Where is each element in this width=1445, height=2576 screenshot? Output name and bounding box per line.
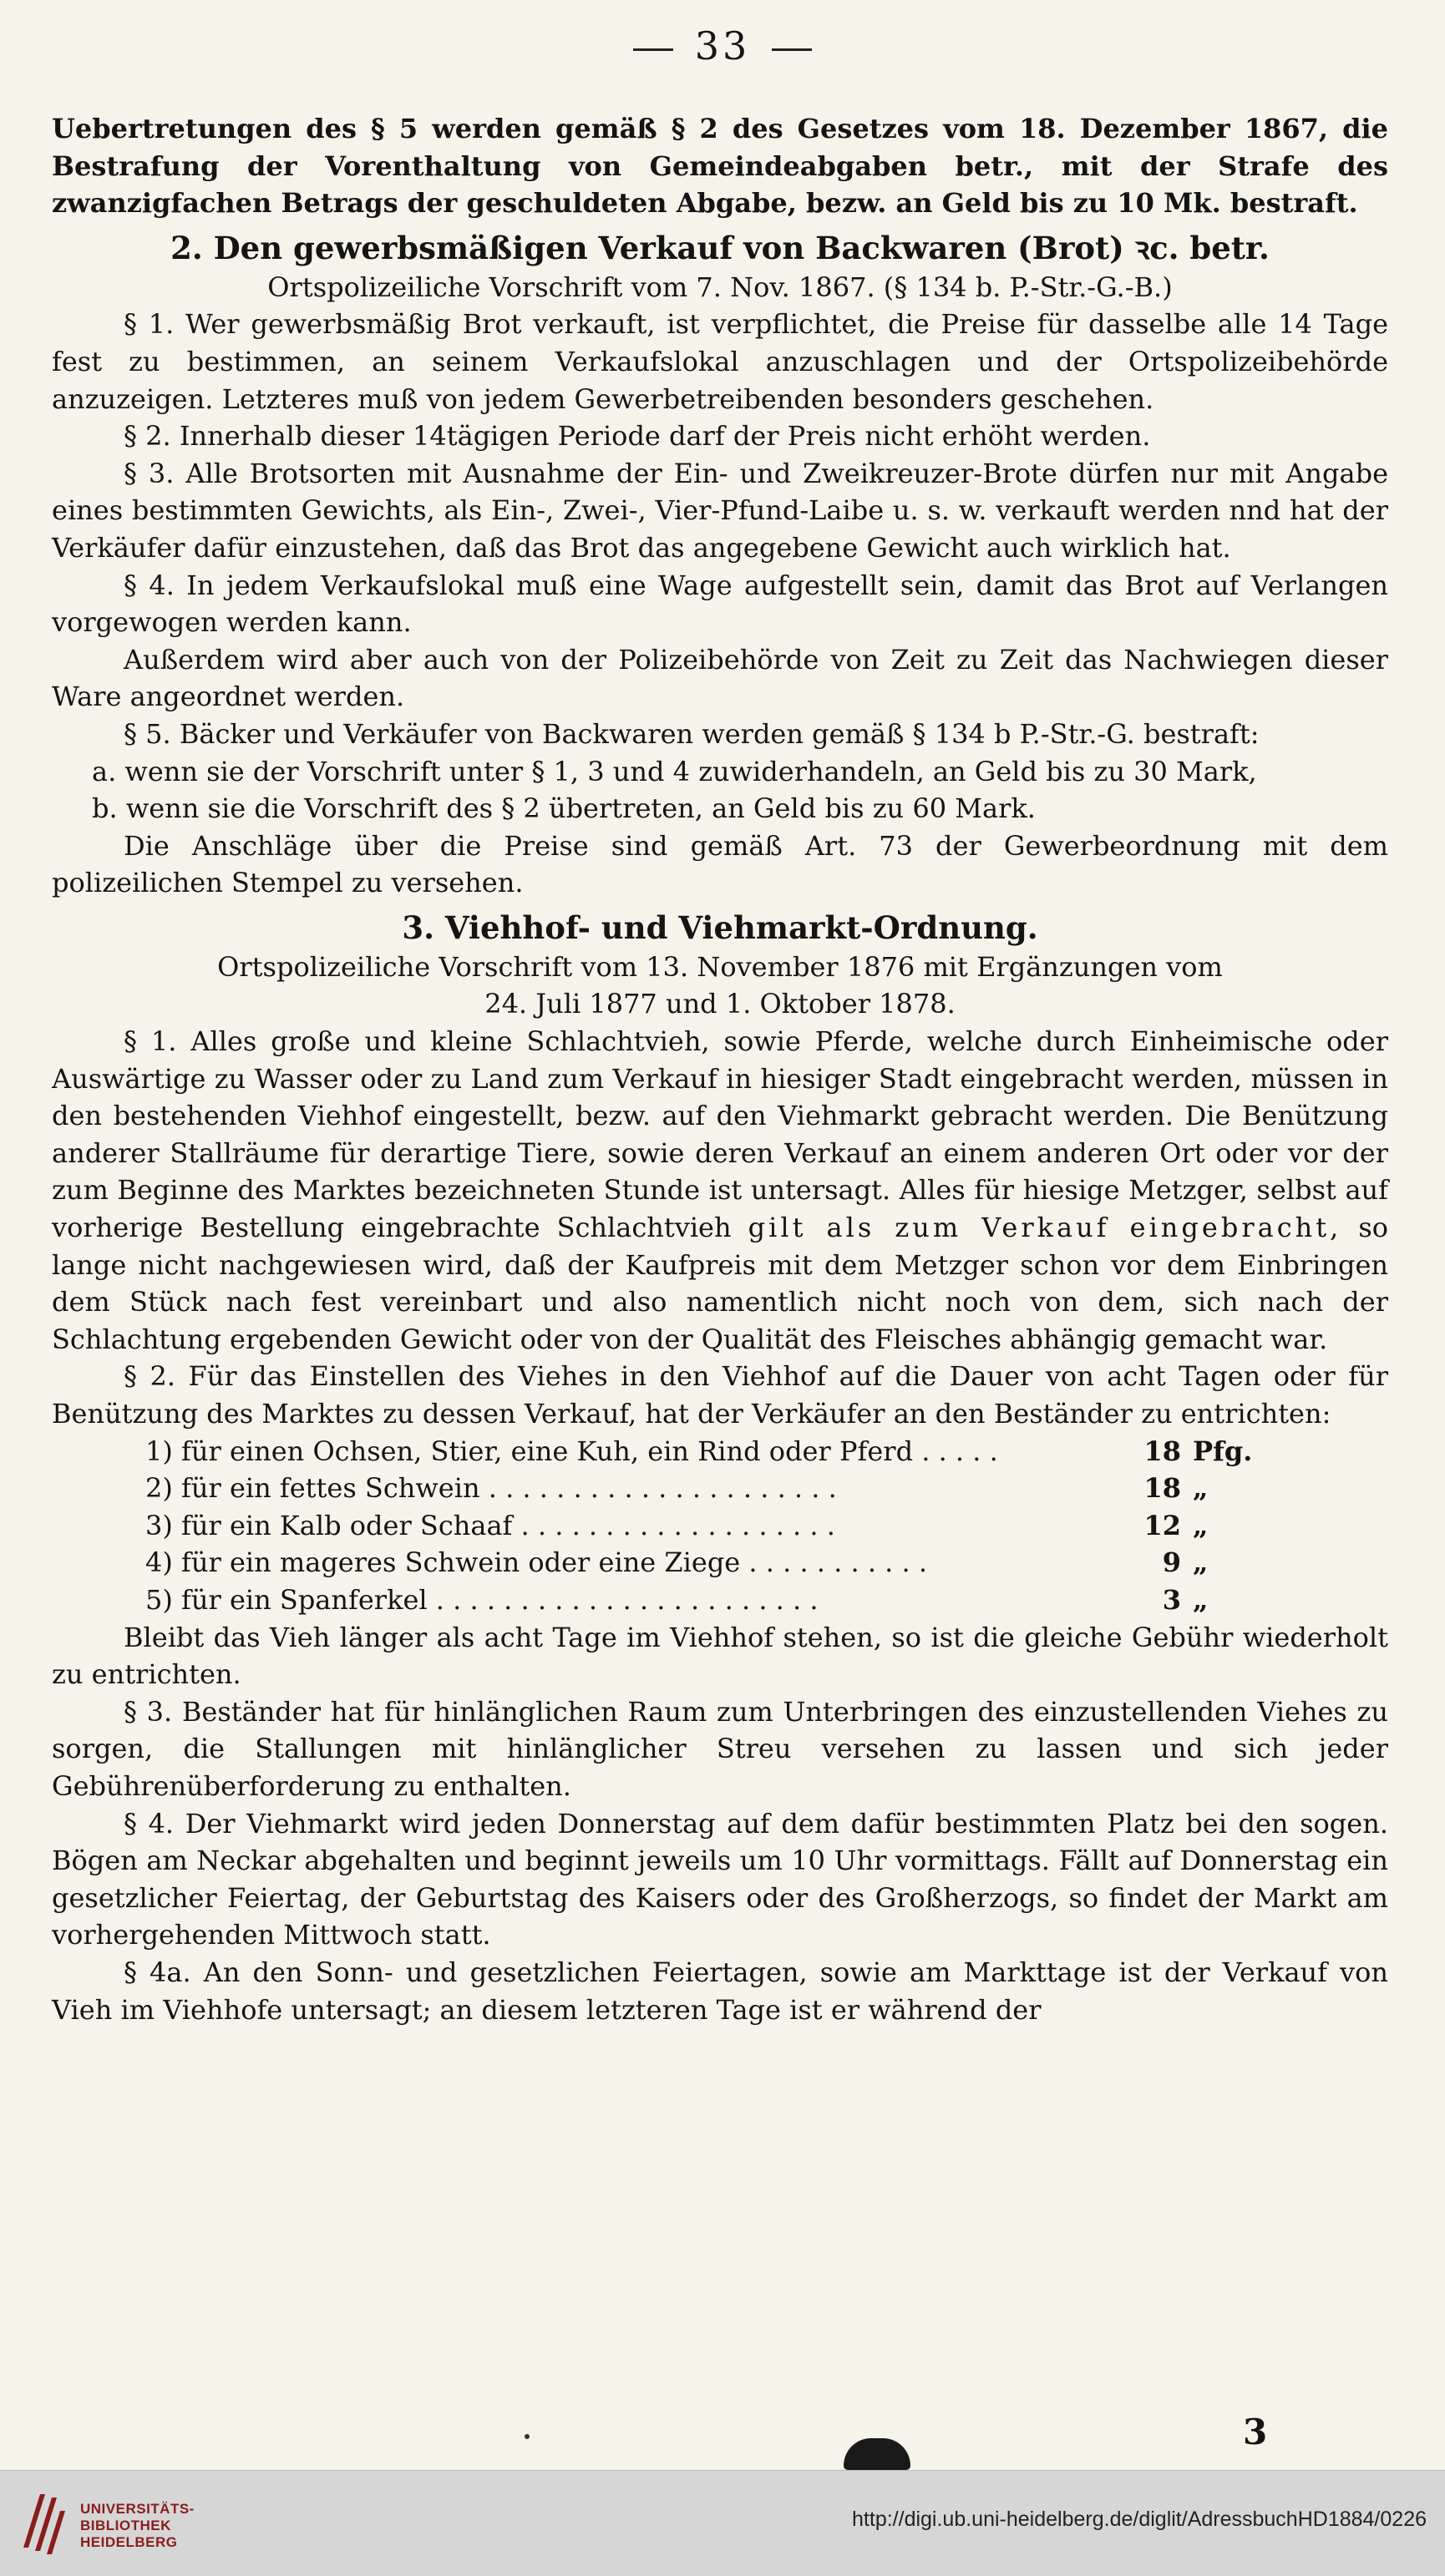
intro-paragraph: Uebertretungen des § 5 werden gemäß § 2 des Gesetzes vom 18. Dezember 1867, die Bestrafung der Vorenthaltung von Gemeindeabgaben betr., mit der Strafe des zwanzigfachen Betrags der geschuldeten Abgabe, bezw. an Geld bis zu 10 Mk. bestraft. — [52, 113, 1388, 220]
section-3-subheading-1: Ortspolizeiliche Vorschrift vom 13. November 1876 mit Ergänzungen vom — [217, 950, 1223, 983]
section-3-para-2: § 2. Für das Einstellen des Viehes in den Viehhof auf die Dauer von acht Tagen oder für Benützung des Marktes zu dessen Verkauf, hat der Verkäufer an den Beständer zu entrichten: — [52, 1360, 1388, 1430]
section-3-heading: 3. Viehhof- und Viehmarkt-Ordnung. — [402, 908, 1038, 946]
viewer-footer-bar — [0, 2470, 1445, 2576]
section-2-item-b: b. wenn sie die Vorschrift des § 2 übertreten, an Geld bis zu 60 Mark. — [92, 792, 1036, 825]
university-library-logo-icon[interactable] — [15, 2489, 67, 2556]
section-2-para-1: § 1. Wer gewerbsmäßig Brot verkauft, ist verpflichtet, die Preise für dasselbe alle 14 Tage fest zu bestimmen, an seinem Verkaufslokal anzuschlagen und der Ortspolizeibehörde anzuzeigen. Letzteres muß von jedem Gewerbetreibenden besonders geschehen. — [52, 308, 1388, 415]
page-text — [52, 110, 1388, 2028]
fee-row: 3) für ein Kalb oder Schaaf . . . . . . . . . . . . . . . . . . . 12 „ — [145, 1509, 1209, 1541]
ink-speck — [525, 2434, 530, 2439]
section-2-heading: 2. Den gewerbsmäßigen Verkauf von Backwaren (Brot) ꝛc. betr. — [170, 229, 1270, 266]
section-2-para-5: § 5. Bäcker und Verkäufer von Backwaren werden gemäß § 134 b P.-Str.-G. bestraft: — [124, 717, 1260, 750]
section-2-item-a: a. wenn sie der Vorschrift unter § 1, 3 und 4 zuwiderhandeln, an Geld bis zu 30 Mark, — [92, 755, 1257, 787]
section-3-para-1: § 1. Alles große und kleine Schlachtvieh, sowie Pferde, welche durch Einheimische oder Auswärtige zu Wasser oder zu Land zum Verkauf in hiesiger Stadt eingebracht werden, müssen in den bestehenden Viehhof eingestellt, bezw. auf den Viehmarkt gebracht werden. Die Benützung anderer Stallräume für derartige Tiere, sowie deren Verkauf an einem anderen Ort oder vor der zum Beginne des Marktes bezeichneten Stunde ist untersagt. Alles für hiesige Metzger, selbst auf vorherige Bestellung eingebrachte Schlachtvieh gilt als zum Verkauf eingebracht, so lange nicht nachgewiesen wird, daß der Kaufpreis mit dem Metzger schon vor dem Einbringen dem Stück nach fest vereinbart und also namentlich nicht noch von dem, sich nach der Schlachtung ergebenden Gewicht oder von der Qualität des Fleisches abhängig gemacht war. — [52, 1025, 1389, 1355]
permalink-url[interactable]: http://digi.ub.uni-heidelberg.de/diglit/AdressbuchHD1884/0226 — [852, 2508, 1427, 2531]
section-3-para-4a: § 4a. An den Sonn- und gesetzlichen Feiertagen, sowie am Markttage ist der Verkauf von Vieh im Viehhofe untersagt; an diesem letzteren Tage ist er während der — [52, 1956, 1388, 2026]
fee-row: 2) für ein fettes Schwein . . . . . . . . . . . . . . . . . . . . . 18 „ — [145, 1472, 1209, 1505]
section-2-para-6: Die Anschläge über die Preise sind gemäß Art. 73 der Gewerbeordnung mit dem polizeilichen Stempel zu versehen. — [52, 829, 1388, 899]
section-2-para-3: § 3. Alle Brotsorten mit Ausnahme der Ein- und Zweikreuzer-Brote dürfen nur mit Angabe eines bestimmten Gewichts, als Ein-, Zwei-, Vier-Pfund-Laibe u. s. w. verkauft werden nnd hat der Verkäufer dafür einzustehen, daß das Brot das angegebene Gewicht auch wirklich hat. — [52, 457, 1388, 564]
section-2-para-2: § 2. Innerhalb dieser 14tägigen Periode darf der Preis nicht erhöht werden. — [124, 420, 1151, 453]
section-2-subheading: Ortspolizeiliche Vorschrift vom 7. Nov. 1867. (§ 134 b. P.-Str.-G.-B.) — [267, 271, 1173, 303]
section-3-para-3: § 3. Beständer hat für hinlänglichen Raum zum Unterbringen des einzustellenden Viehes zu sorgen, die Stallungen mit hinlänglicher Streu versehen zu lassen und sich jeder Gebührenüberforderung zu enthalten. — [52, 1695, 1388, 1802]
section-3-para-4: § 4. Der Viehmarkt wird jeden Donnerstag auf dem dafür bestimmten Platz bei den sogen. Bögen am Neckar abgehalten und beginnt jeweils um 10 Uhr vormittags. Fällt auf Donnerstag ein gesetzlicher Feiertag, der Geburtstag des Kaisers oder des Großherzogs, so findet der Markt am vorhergehenden Mittwoch statt. — [52, 1807, 1388, 1951]
section-2-para-4b: Außerdem wird aber auch von der Polizeibehörde von Zeit zu Zeit das Nachwiegen dieser Ware angeordnet werden. — [52, 643, 1388, 713]
section-3-subheading-2: 24. Juli 1877 und 1. Oktober 1878. — [484, 988, 956, 1020]
section-3-para-2b: Bleibt das Vieh länger als acht Tage im Viehhof stehen, so ist die gleiche Gebühr wiederholt zu entrichten. — [52, 1621, 1388, 1691]
section-2-para-4: § 4. In jedem Verkaufslokal muß eine Wage aufgestellt sein, damit das Brot auf Verlangen vorgewogen werden kann. — [52, 569, 1388, 639]
library-logo-text[interactable]: UNIVERSITÄTS- BIBLIOTHEK HEIDELBERG — [80, 2501, 195, 2550]
signature-mark: 3 — [1243, 2412, 1268, 2452]
fee-row: 5) für ein Spanferkel . . . . . . . . . . . . . . . . . . . . . . . 3 „ — [145, 1583, 1209, 1616]
fee-row: 4) für ein mageres Schwein oder eine Ziege . . . . . . . . . . . 9 „ — [145, 1546, 1209, 1579]
fee-row: 1) für einen Ochsen, Stier, eine Kuh, ein Rind oder Pferd . . . . . 18 Pfg. — [145, 1435, 1253, 1467]
catchword-mark — [844, 2438, 910, 2470]
page-number: 33 — [0, 23, 1445, 68]
fee-list — [145, 1433, 1388, 1619]
